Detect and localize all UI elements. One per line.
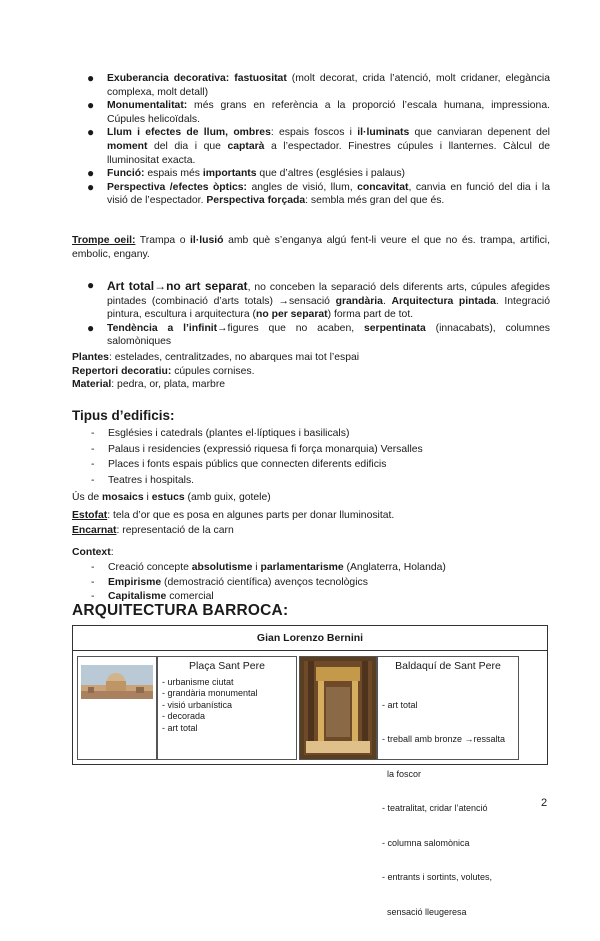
artist-name: Gian Lorenzo Bernini [73, 626, 547, 651]
plantes-line: Plantes: estelades, centralitzades, no abarques mai tot l’espai [72, 352, 360, 363]
context-list [91, 561, 548, 605]
bullet-icon: ● [87, 278, 95, 292]
tipus-list [91, 427, 548, 489]
baldaqui-box [377, 656, 519, 917]
bullet-icon: ● [87, 71, 95, 85]
work-features-list [382, 677, 518, 941]
feature-item: ● Tendència a l’infinit→figures que no acaben, serpentinata (innacabats), columnes salomòniques [87, 320, 550, 348]
list-item: la foscor [382, 768, 422, 779]
list-item: - art total [162, 722, 198, 733]
list-item: - treball amb bronze →ressalta [382, 734, 506, 745]
work-features-list [162, 677, 296, 735]
placa-sant-pere-image [78, 657, 156, 759]
feature-item: ● Exuberancia decorativa: fastuositat (molt decorat, crida l’atenció, molt cridaner, elegància complexa, molt detall) [87, 71, 550, 98]
material-line: Material: pedra, or, plata, marbre [72, 379, 226, 391]
features-list [87, 71, 551, 208]
properties-block [72, 351, 550, 392]
bullet-icon: ● [87, 179, 95, 194]
list-item: - entrants i sortints, volutes, [382, 872, 493, 883]
bernini-table [72, 625, 548, 917]
list-item: - columna salomònica [382, 837, 470, 848]
list-item: - visió urbanística [162, 699, 233, 710]
work-title: Baldaquí de Sant Pere [395, 660, 501, 672]
list-item: - Palaus i residencies (expressió riquesa fi força monarquia) Versalles [91, 443, 423, 455]
placa-sant-pere-box [157, 656, 297, 760]
mosaics-line: Ús de mosaics i estucs (amb guix, gotele) [72, 492, 271, 503]
features2-list [87, 278, 550, 349]
placa-sant-pere-image-frame [77, 656, 157, 760]
repertori-line: Repertori decoratiu: cúpules cornises. [72, 365, 255, 377]
feature-item: ● Perspectiva /efectes òptics: angles de visió, llum, concavitat, canvia en funció del dia i la visió de l’espectador. Perspectiva forçada: sembla més gran del que és. [87, 179, 550, 207]
list-item: - Creació concepte absolutisme i parlamentarisme (Anglaterra, Holanda) [91, 562, 446, 573]
feature-item: ● Funció: espais més importants que d’altres (esglésies i palaus) [87, 166, 405, 181]
bullet-icon: ● [87, 166, 95, 181]
page-number: 2 [541, 797, 548, 809]
bullet-icon: ● [87, 125, 95, 140]
encarnat-line: Encarnat: representació de la carn [72, 525, 234, 536]
arquitectura-heading: ARQUITECTURA BARROCA: [72, 602, 289, 619]
context-label: Context: [72, 547, 114, 558]
list-item: - Empirisme (demostració científica) avenços tecnològics [91, 576, 368, 588]
list-item: sensació lleugeresa [382, 906, 467, 917]
list-item: - Capitalisme comercial [91, 591, 214, 603]
bullet-icon: ● [87, 98, 95, 113]
list-item: - Esglésies i catedrals (plantes el·líptiques i basilicals) [91, 428, 350, 439]
list-item: - urbanisme ciutat [162, 676, 234, 687]
list-item: - teatralitat, cridar l’atenció [382, 803, 488, 814]
list-item: - Places i fonts espais públics que connecten diferents edificis [91, 459, 387, 471]
estofat-line: Estofat: tela d’or que es posa en algunes parts per donar lluminositat. [72, 510, 395, 521]
feature-item: ● Art total→no art separat, no conceben la separació dels diferents arts, cúpules afegides pintades (combinació d’arts totals) →sensació grandària. Arquitectura pintada. Integració pintura, escultura i arquitectura (no per separat) forma part de tot. [87, 278, 550, 321]
baldaqui-image-frame [299, 656, 377, 760]
tipus-heading: Tipus d’edificis: [72, 408, 175, 423]
trompe-oeil-definition: Trompe oeil: Trampa o il·lusió amb què s’enganya algú fent-li veure el que no és. trampa, artifici, embolic, engany. [72, 235, 550, 260]
work-title: Plaça Sant Pere [189, 660, 265, 672]
list-item: - decorada [162, 711, 206, 722]
list-item: - art total [382, 699, 418, 710]
feature-item: ● Monumentalitat: més grans en referència a la proporció l’escala humana, impressiona. Cúpules helicoïdals. [87, 98, 550, 125]
list-item: - Teatres i hospitals. [91, 474, 195, 486]
feature-item: ● Llum i efectes de llum, ombres: espais foscos i il·luminats que canviaran depenent del moment del dia i que captarà a l’espectador. Finestres cúpules i llanternes. Càlcul de lluminositat exacta. [87, 125, 551, 166]
bullet-icon: ● [87, 320, 95, 335]
baldaqui-image [300, 657, 376, 759]
list-item: - grandària monumental [162, 688, 258, 699]
